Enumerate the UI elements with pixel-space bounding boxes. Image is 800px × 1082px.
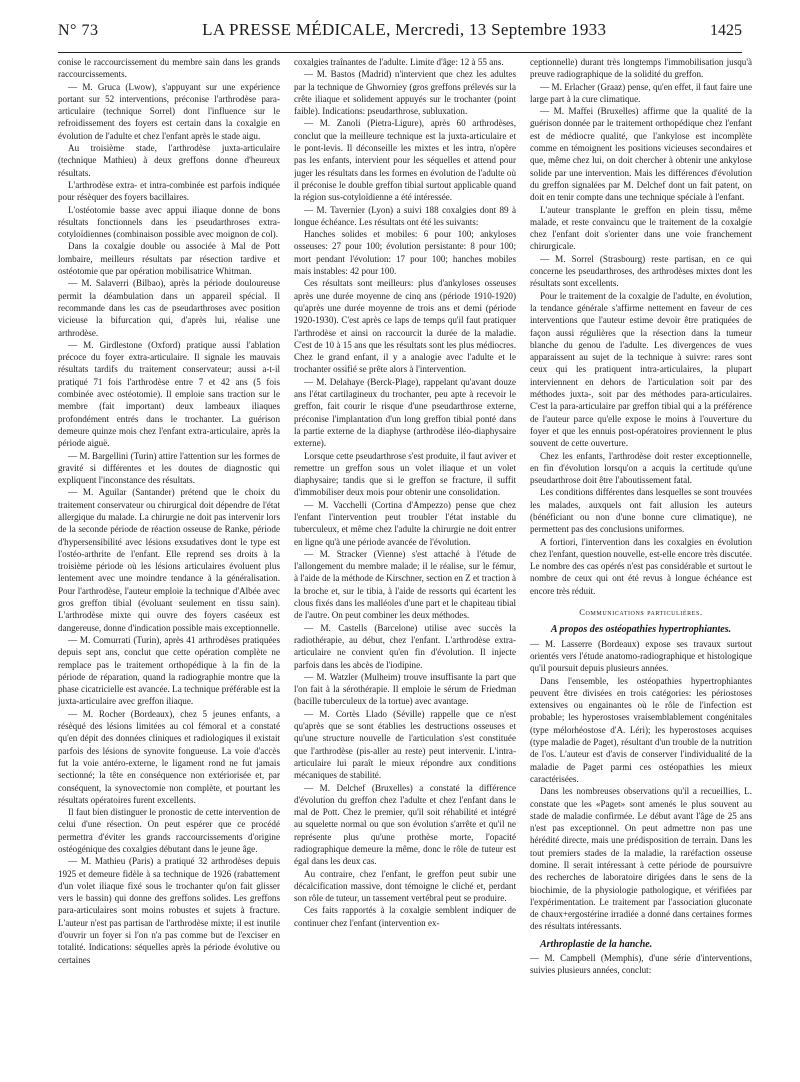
section-title: A propos des ostéopathies hypertrophiantes. <box>550 624 732 636</box>
paragraph: conise le raccourcissement du membre sain dans les grands raccourcissements. <box>58 57 280 80</box>
paragraph: — M. Cortès Llado (Séville) rappelle que ce n'est qu'après que se sont établies les destructions osseuses et qu'une structure nouvelle de l'articulation s'est constituée que l'arthrodèse (pis-aller au reste) peut intervenir. L'intra-articulaire lui paraît le mieux répondre aux conditions mécaniques de stabilité. <box>294 708 516 781</box>
paragraph: — M. Delchef (Bruxelles) a constaté la différence d'évolution du greffon chez l'adulte et chez l'enfant dans le mal de Pott. Chez le premier, qu'il soit réhabilité et intégré au squelette normal ou que son évolution s'arrête et qu'il ne représente plus qu'une prothèse morte, l'opacité radiographique demeure la même, donc le rôle de tuteur est égal dans les deux cas. <box>294 782 516 867</box>
paragraph: L'arthrodèse extra- et intra-combinée est parfois indiquée pour résèquer des foyers bacillaires. <box>58 179 280 203</box>
paragraph: — M. Campbell (Memphis), d'une série d'interventions, suivies plusieurs années, conclut: <box>530 953 752 976</box>
paragraph: Dans les nombreuses observations qu'il a recueillies, L. constate que les «Paget» sont amenés le plus souvent au stade de maladie confirmée. Le début avant l'âge de 25 ans n'est pas exceptionnel. On peut admettre non pas une hérédité directe, mais une prédisposition de terrain. Dans les tout premiers stades de la maladie, la raréfaction osseuse domine. Il serait intéressant à cette période de poursuivre des recherches de laboratoire dirigées dans le sens de la biochimie, de la physiologie pathologique, et vérifiées par l'expérimentation. Le traitement par l'association gluconate de chaux+ergostérine irradiée a donné dans certaines formes des résultats intéressants. <box>530 786 752 932</box>
paragraph: A fortiori, l'intervention dans les coxalgies en évolution chez l'enfant, question nouvelle, est-elle encore très discutée. Le nombre des cas opérés n'est pas considérable et surtout le nombre de ceux qui ont été revus à longue échéance est encore très réduit. <box>530 536 752 596</box>
paragraph: — M. Mathieu (Paris) a pratiqué 32 arthrodèses depuis 1925 et demeure fidèle à sa technique de 1926 (rabattement d'un volet iliaque fixé sous le trochanter qu'on fait glisser vers le bassin) qui donne des greffons solides. Les greffons para-articulaires sont moins robustes et sujets à fracture. L'auteur n'est pas partisan de l'arthrodèse mixte; il est inutile d'ouvrir un foyer si l'on n'a pas comme but de l'exciser en totalité. Indications: séquelles après la période évolutive ou certaines <box>58 856 280 965</box>
paragraph: Dans l'ensemble, les ostéopathies hypertrophiantes peuvent être divisées en trois catégories: les périostoses extensives ou engainantes où le rôle de l'infection est probable; les hyperostoses vraisemblablement congénitales (type mélorhéostose d'A. Léri); les hyperostoses acquises (type maladie de Paget), résultant d'un trouble de la nutrition de l'os. L'auteur est d'avis de conserver l'individualité de la maladie de Paget parmi ces ostéopathies les mieux caractérisées. <box>530 675 752 784</box>
paragraph: — M. Comurrati (Turin), après 41 arthrodèses pratiquées depuis sept ans, conclut que cette opération complète ne remplace pas le traitement orthopédique à la fin de la période de réparation, quand la radiographie montre que la phase cicatricielle est avancée. La technique préférable est la juxta-articulaire avec greffon iliaque. <box>58 634 280 707</box>
paragraph: Les conditions différentes dans lesquelles se sont trouvées les malades, auxquels ont fait allusion les auteurs (bénéficiant ou non d'une bonne cure climatique), ne permettent pas des conclusions uniformes. <box>530 487 752 535</box>
text-columns <box>58 56 752 1062</box>
paragraph: L'auteur transplante le greffon en plein tissu, même malade, et reste convaincu que le traitement de la coxalgie chez l'enfant doit s'orienter dans une voie franchement chirurgicale. <box>530 204 752 252</box>
issue-number: N° 73 <box>58 22 99 39</box>
paragraph: — M. Lasserre (Bordeaux) expose ses travaux surtout orientés vers l'étude anatomo-radiographique et histologique qu'il poursuit depuis plusieurs années. <box>530 638 752 674</box>
paragraph: Lorsque cette pseudarthrose s'est produite, il faut aviver et remettre un greffon sous un volet iliaque et un volet diaphysaire; tandis que si le greffon se fracture, il suffit d'immobiliser deux mois pour obtenir une consolidation. <box>294 450 516 498</box>
communications-heading: Communications particulières. <box>579 607 703 618</box>
paragraph: L'ostéotomie basse avec appui iliaque donne de bons résultats fonctionnels dans les pseudarthroses extra-cotyloïdiennes (combinaison possible avec moignon de col). <box>58 204 280 240</box>
column-3 <box>530 56 752 1062</box>
paragraph: — M. Bastos (Madrid) n'intervient que chez les adultes par la technique de Ghworniey (gros greffons prélevés sur la crête iliaque et solidement appuyés sur le trochanter (point faible). Indications: pseudarthrose, subluxation. <box>294 69 516 117</box>
page-header <box>58 20 742 53</box>
paragraph: — M. Sorrel (Strasbourg) reste partisan, en ce qui concerne les pseudarthroses, des arthrodèses mixtes dont les résultats sont excellents. <box>530 253 752 289</box>
paragraph: Au troisième stade, l'arthrodèse juxta-articulaire (technique Mathieu) à deux greffons donne d'heureux résultats. <box>58 143 280 178</box>
paragraph: Ces faits rapportés à la coxalgie semblent indiquer de continuer chez l'enfant (intervention ex- <box>294 905 516 928</box>
paragraph: — M. Delahaye (Berck-Plage), rappelant qu'avant douze ans l'état cartilagineux du trochanter, peu apte à recevoir le greffon, fait courir le risque d'une pseudarthrose externe, préconise l'implantation d'un long greffon tibial ponté dans la partie externe de la diaphyse (arthrodèse iléo-diaphysaire externe). <box>294 376 516 449</box>
paragraph: — M. Maffei (Bruxelles) affirme que la qualité de la guérison donnée par le traitement orthopédique chez l'enfant est de médiocre qualité, que l'ankylose est incomplète comme en témoignent les positions vicieuses secondaires et que, même chez lui, on doit chercher à obtenir une ankylose solide par une intervention. Mais les différences d'évolution du greffon signalées par M. Delchef dont un fait patent, on doit en tenir compte dans une technique spéciale à l'enfant. <box>530 106 752 203</box>
paragraph: Pour le traitement de la coxalgie de l'adulte, en évolution, la tendance générale s'affirme nettement en faveur de ces interventions que l'auteur estime devoir être pratiquées de façon aussi régulières que la résection dans la tumeur blanche du genou de l'adulte. Les divergences de vues apparaissent au sujet de la technique à suivre: rares sont ceux qui les pratiquent intra-articulaires, la plupart interviennent en dehors de l'articulation soit par des méthodes juxta-, soit par des méthodes para-articulaires. C'est la para-articulaire par greffon tibial qui a la préférence de l'auteur parce qu'elle expose le moins à l'ouverture du foyer et que les ennuis post-opératoires proviennent le plus souvent de cette ouverture. <box>530 290 752 449</box>
paragraph: — M. Rocher (Bordeaux), chez 5 jeunes enfants, a résèqué des lésions limitées au col fémoral et a constaté qu'en dépit des données cliniques et radiologiques il existait parfois des lésions de synovite fongueuse. La voie d'accès fut la voie antéro-externe, le ligament rond ne fut jamais sectionné; la tête en conséquence non extériorisée et, par conséquent, la synovectomie non complète, et pourtant les résultats opératoires furent excellents. <box>58 708 280 805</box>
paragraph: — M. Gruca (Lwow), s'appuyant sur une expérience portant sur 52 interventions, préconise l'arthrodèse para-articulaire (technique Sorrel) dont l'influence sur le refroidissement des foyers est certain dans la coxalgie en évolution de l'adulte et chez l'enfant après le stade aigu. <box>58 81 280 141</box>
paragraph: — M. Watzler (Mulheim) trouve insuffisante la part que l'on fait à la sérothérapie. Il emploie le sérum de Friedman (bacille tuberculeux de la tortue) avec avantage. <box>294 671 516 707</box>
paragraph: — M. Salaverri (Bilbao), après la période douloureuse permit la déambulation dans un appareil spécial. Il recommande dans les cas de pseudarthroses avec position vicieuse la bifurcation qui, d'après lui, réalise une arthrodèse. <box>58 278 280 338</box>
paragraph: coxalgies traînantes de l'adulte. Limite d'âge: 12 à 55 ans. <box>294 57 504 67</box>
column-1 <box>58 56 280 1062</box>
paragraph: — M. Vacchelli (Cortina d'Ampezzo) pense que chez l'enfant l'intervention peut troubler l'état instable du tuberculeux, et même chez l'adulte la chirurgie ne doit entrer en ligne qu'à une période avancée de l'évolution. <box>294 499 516 547</box>
paragraph: Dans la coxalgie double ou associée à Mal de Pott lombaire, meilleurs résultats par résection tardive et ostéotomie que par opération mobilisatrice Whitman. <box>58 241 280 277</box>
paragraph: — M. Erlacher (Graaz) pense, qu'en effet, il faut faire une large part à la cure climatique. <box>530 81 752 104</box>
paragraph: — M. Zanoli (Pietra-Ligure), après 60 arthrodèses, conclut que la meilleure technique est la juxta-articulaire et le pont-levis. Il déconseille les mixtes et les intra, n'opère pas les enfants, intervient pour les séquelles et attend pour juger les résultats dans les formes en évolution de l'adulte où il préconise le double greffon tibial surtout applicable quand la région sus-cotyloïdienne a été intéressée. <box>294 118 516 203</box>
paragraph: Chez les enfants, l'arthrodèse doit rester exceptionnelle, en fin d'évolution lorsqu'on a acquis la certitude qu'une pseudarthrose doit être l'aboutissement fatal. <box>530 450 752 486</box>
paragraph: — M. Tavernier (Lyon) a suivi 188 coxalgies dont 89 à longue échéance. Les résultats ont été les suivants: <box>294 204 516 227</box>
paragraph: — M. Bargellini (Turin) attire l'attention sur les formes de gravité si différentes et les doutes de diagnostic qui expliquent l'inconstance des résultats. <box>58 450 280 486</box>
paragraph: — M. Stracker (Vienne) s'est attaché à l'étude de l'allongement du membre malade; il le réalise, sur le fémur, à l'aide de la méthode de Kirschner, section en Z et traction à la broche et, sur le tibia, à l'aide de ressorts qui écartent les clous fixés dans les malléoles d'une part et le chapiteau tibial de l'autre. On peut combiner les deux méthodes. <box>294 548 516 621</box>
paragraph: — M. Aguilar (Santander) prétend que le choix du traitement conservateur ou chirurgical doit dépendre de l'état allergique du malade. La chirurgie ne doit pas intervenir lors de la seconde période de réaction osseuse de Ranke, période d'hypersensibilité avec lésions exsudatives dont le type est l'ostéo-arthrite de l'enfant. Elle reprend ses droits à la troisième période où les lésions articulaires évoluent plus lentement avec une moindre tendance à la généralisation. Pour l'arthrodèse, l'auteur emploie la technique d'Albée avec gros greffon tibial (évoluant seulement en tissu sain). L'arthrodèse mixte qui ouvre des foyers caséeux est dangereuse, donne d'indication possible mais exceptionnelle. <box>58 487 280 633</box>
section-title <box>530 939 752 951</box>
paragraph: Il faut bien distinguer le pronostic de cette intervention de celui d'une résection. On peut espérer que ce procédé permettra d'éviter les grands raccourcissements d'origine ostéogénique des coxalgies débutant dans le jeune âge. <box>58 807 280 854</box>
section-title-text: Arthroplastie de la hanche. <box>540 938 653 950</box>
paragraph: Ces résultats sont meilleurs: plus d'ankyloses osseuses après une durée moyenne de cinq ans (période 1910-1920) qu'après une durée moyenne de trois ans et demi (période 1920-1930). C'est après ce laps de temps qu'il faut pratiquer l'arthrodèse et ainsi on raccourcit la durée de la maladie. C'est de 10 à 15 ans que les résultats sont les plus médiocres. Chez le grand enfant, il y a analogie avec l'adulte et le trochanter ossifié se prête alors à l'intervention. <box>294 278 516 375</box>
column-2 <box>294 56 516 1062</box>
journal-title: LA PRESSE MÉDICALE, Mercredi, 13 Septembre 1933 <box>202 20 607 39</box>
paragraph: ceptionnelle) durant très longtemps l'immobilisation jusqu'à preuve radiographique de la solidité du greffon. <box>530 57 752 80</box>
paragraph: Hanches solides et mobiles: 6 pour 100; ankyloses osseuses: 27 pour 100; évolution persistante: 8 pour 100; mort pendant l'évolution: 17 pour 100; hanches mobiles mais instables: 42 pour 100. <box>294 229 516 277</box>
page-number: 1425 <box>709 22 742 39</box>
paragraph: — M. Castells (Barcelone) utilise avec succès la radiothérapie, au début, chez l'enfant. L'arthrodèse extra-articulaire ne convient qu'en fin d'évolution. Il injecte parfois dans les abcès de l'iodipine. <box>294 622 516 670</box>
paragraph: Au contraire, chez l'enfant, le greffon peut subir une décalcification massive, dont témoigne le cliché et, perdant son rôle de tuteur, un tassement vertébral peut se produire. <box>294 868 516 904</box>
paragraph: — M. Girdlestone (Oxford) pratique aussi l'ablation précoce du foyer extra-articulaire. Il signale les mauvais résultats tardifs du traitement conservateur; aussi a-t-il pratiqué 71 fois l'arthrodèse entre 7 et 42 ans (5 fois combinée avec ostéotomie). Il emploie sans traction sur le membre (fait important) deux lambeaux iliaques profondément entrés dans le trochanter. La guérison demeure quinze mois chez l'enfant extra-articulaire, après la période aiguë. <box>58 339 280 449</box>
